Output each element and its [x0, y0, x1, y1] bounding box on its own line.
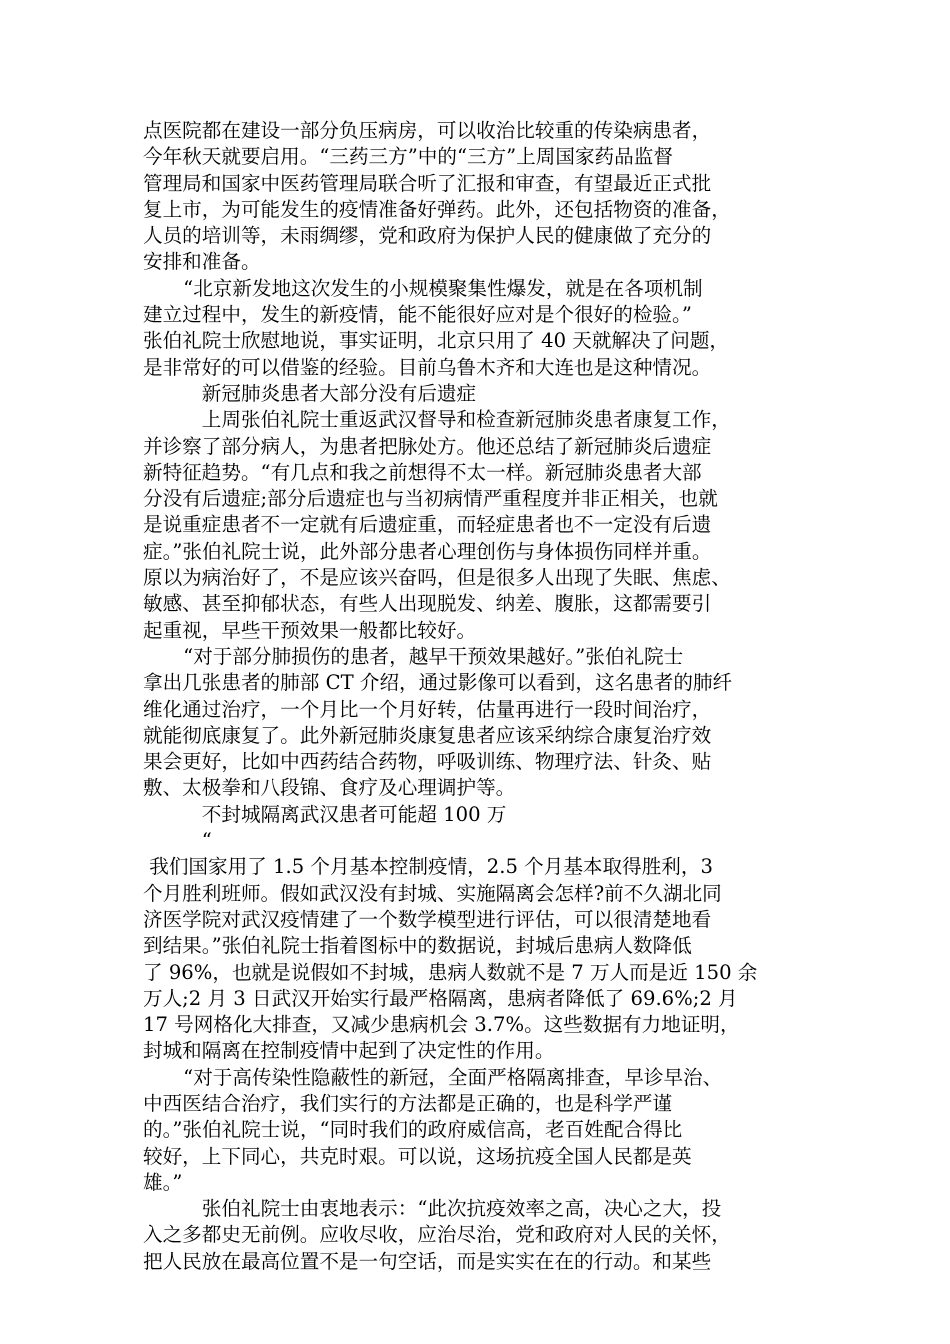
text-line: 新冠肺炎患者大部分没有后遗症 — [201, 381, 477, 405]
text-line: 人员的培训等，未雨绸缪，党和政府为保护人民的健康做了充分的 — [143, 224, 712, 248]
text-line: 到结果。”张伯礼院士指着图标中的数据说，封城后患病人数降低 — [143, 934, 692, 958]
text-line: 分没有后遗症;部分后遗症也与当初病情严重程度并非正相关，也就 — [143, 487, 718, 511]
text-line: “北京新发地这次发生的小规模聚集性爆发，就是在各项机制 — [183, 276, 703, 300]
text-line: 症。”张伯礼院士说，此外部分患者心理创伤与身体损伤同样并重。 — [143, 539, 712, 563]
text-line: 入之多都史无前例。应收尽收，应治尽治，党和政府对人民的关怀， — [143, 1223, 731, 1247]
text-line: 起重视，早些干预效果一般都比较好。 — [143, 618, 477, 642]
text-line: 的。”张伯礼院士说，“同时我们的政府威信高，老百姓配合得比 — [143, 1118, 683, 1142]
text-line: 万人;2 月 3 日武汉开始实行最严格隔离，患病者降低了 69.6%;2 月 — [143, 986, 738, 1010]
text-line: 张伯礼院士欣慰地说，事实证明，北京只用了 40 天就解决了问题， — [143, 329, 730, 353]
text-line: 我们国家用了 1.5 个月基本控制疫情，2.5 个月基本取得胜利，3 — [143, 855, 713, 879]
text-line: 雄。” — [143, 1170, 183, 1194]
text-line: “ — [201, 829, 212, 853]
text-line: 把人民放在最高位置不是一句空话，而是实实在在的行动。和某些 — [143, 1249, 712, 1273]
text-line: 个月胜利班师。假如武汉没有封城、实施隔离会怎样?前不久湖北同 — [143, 881, 722, 905]
text-line: “对于部分肺损伤的患者，越早干预效果越好。”张伯礼院士 — [183, 644, 684, 668]
text-line: 就能彻底康复了。此外新冠肺炎康复患者应该采纳综合康复治疗效 — [143, 723, 712, 747]
text-line: 济医学院对武汉疫情建了一个数学模型进行评估，可以很清楚地看 — [143, 907, 712, 931]
text-line: 果会更好，比如中西药结合药物，呼吸训练、物理疗法、针灸、贴 — [143, 750, 712, 774]
text-line: 敷、太极拳和八段锦、食疗及心理调护等。 — [143, 776, 516, 800]
text-line: 不封城隔离武汉患者可能超 100 万 — [201, 802, 507, 826]
document-page — [143, 118, 807, 1275]
text-line: 中西医结合治疗，我们实行的方法都是正确的，也是科学严谨 — [143, 1091, 673, 1115]
text-line: 是非常好的可以借鉴的经验。目前乌鲁木齐和大连也是这种情况。 — [143, 355, 712, 379]
text-line: 点医院都在建设一部分负压病房，可以收治比较重的传染病患者， — [143, 119, 712, 142]
text-line: 拿出几张患者的肺部 CT 介绍，通过影像可以看到，这名患者的肺纤 — [143, 671, 733, 695]
text-line: 并诊察了部分病人，为患者把脉处方。他还总结了新冠肺炎后遗症 — [143, 434, 712, 458]
text-line: 复上市，为可能发生的疫情准备好弹药。此外，还包括物资的准备， — [143, 197, 731, 221]
text-line: 原以为病治好了，不是应该兴奋吗，但是很多人出现了失眠、焦虑、 — [143, 566, 731, 590]
text-line: 新特征趋势。“有几点和我之前想得不太一样。新冠肺炎患者大部 — [143, 460, 702, 484]
text-line: “对于高传染性隐蔽性的新冠，全面严格隔离排查，早诊早治、 — [183, 1065, 723, 1089]
text-line: 上周张伯礼院士重返武汉督导和检查新冠肺炎患者康复工作， — [201, 408, 731, 432]
text-line: 今年秋天就要启用。“三药三方”中的“三方”上周国家药品监督 — [143, 145, 673, 169]
text-line: 维化通过治疗，一个月比一个月好转，估量再进行一段时间治疗， — [143, 697, 712, 721]
text-line: 了 96%，也就是说假如不封城，患病人数就不是 7 万人而是近 150 余 — [143, 960, 758, 984]
text-line: 管理局和国家中医药管理局联合听了汇报和审查，有望最近正式批 — [143, 171, 712, 195]
text-line: 建立过程中，发生的新疫情，能不能很好应对是个很好的检验。” — [143, 303, 692, 327]
text-line: 安排和准备。 — [143, 250, 261, 274]
text-line: 17 号网格化大排查，又减少患病机会 3.7%。这些数据有力地证明， — [143, 1013, 740, 1037]
text-line: 张伯礼院士由衷地表示：“此次抗疫效率之高，决心之大，投 — [201, 1197, 722, 1221]
text-line: 敏感、甚至抑郁状态，有些人出现脱发、纳差、腹胀，这都需要引 — [143, 592, 712, 616]
text-line: 较好，上下同心，共克时艰。可以说，这场抗疫全国人民都是英 — [143, 1144, 692, 1168]
text-line: 是说重症患者不一定就有后遗症重，而轻症患者也不一定没有后遗 — [143, 513, 712, 537]
text-line: 封城和隔离在控制疫情中起到了决定性的作用。 — [143, 1039, 555, 1063]
